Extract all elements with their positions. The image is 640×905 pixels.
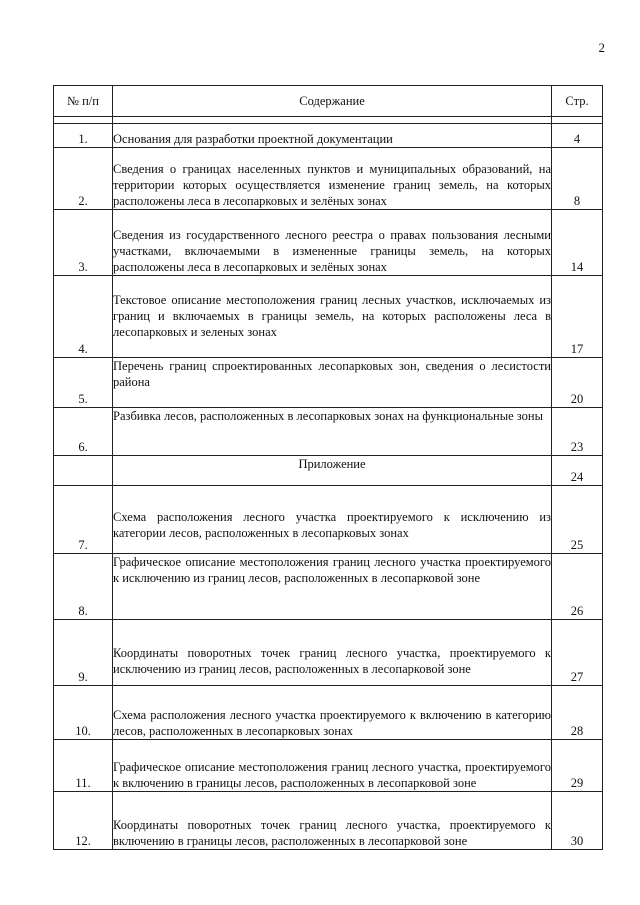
row-num: 12. [54, 792, 113, 850]
row-num: 8. [54, 554, 113, 620]
row-page: 29 [552, 740, 603, 792]
row-num: 9. [54, 620, 113, 686]
toc-row [54, 358, 603, 408]
header-page: Стр. [552, 86, 603, 117]
toc-row [54, 408, 603, 456]
row-num: 7. [54, 486, 113, 554]
row-text: Перечень границ спроектированных лесопарковых зон, сведения о лесистости района [113, 358, 552, 408]
row-text: Графическое описание местоположения границ лесного участка проектируемого к исключению из границ лесов, расположенных в лесопарковой зоне [113, 554, 552, 620]
row-text: Схема расположения лесного участка проектируемого к включению в категорию лесов, расположенных в лесопарковых зонах [113, 686, 552, 740]
row-page: 23 [552, 408, 603, 456]
spacer-row [54, 117, 603, 124]
row-text: Координаты поворотных точек границ лесного участка, проектируемого к включению в границы лесов, расположенных в лесопарковой зоне [113, 792, 552, 850]
table-of-contents [53, 85, 603, 850]
row-text: Сведения из государственного лесного реестра о правах пользования лесными участками, включаемыми в измененные границы земель, на которых расположены леса в лесопарковых и зелёных зонах [113, 210, 552, 276]
row-page: 30 [552, 792, 603, 850]
row-num: 4. [54, 276, 113, 358]
row-text: Основания для разработки проектной документации [113, 124, 552, 148]
row-page: 26 [552, 554, 603, 620]
toc-row [54, 554, 603, 620]
row-page: 17 [552, 276, 603, 358]
appendix-title: Приложение [113, 456, 552, 486]
row-page: 27 [552, 620, 603, 686]
row-num: 2. [54, 148, 113, 210]
toc-row [54, 210, 603, 276]
row-page: 14 [552, 210, 603, 276]
row-num: 10. [54, 686, 113, 740]
row-text: Текстовое описание местоположения границ лесных участков, исключаемых из границ и включаемых в границы земель, на которых расположены леса в лесопарковых и зеленых зонах [113, 276, 552, 358]
row-num: 11. [54, 740, 113, 792]
row-page: 28 [552, 686, 603, 740]
row-text: Координаты поворотных точек границ лесного участка, проектируемого к исключению из границ лесов, расположенных в лесопарковой зоне [113, 620, 552, 686]
row-num: 6. [54, 408, 113, 456]
toc-row [54, 124, 603, 148]
row-num: 1. [54, 124, 113, 148]
row-text: Схема расположения лесного участка проектируемого к исключению из категории лесов, расположенных в лесопарковых зонах [113, 486, 552, 554]
toc-row [54, 148, 603, 210]
row-page: 4 [552, 124, 603, 148]
row-num: 5. [54, 358, 113, 408]
row-page: 25 [552, 486, 603, 554]
toc-row [54, 486, 603, 554]
page-number: 2 [598, 40, 605, 55]
row-page: 8 [552, 148, 603, 210]
toc-row [54, 276, 603, 358]
toc-row [54, 740, 603, 792]
row-num: 3. [54, 210, 113, 276]
toc-row [54, 620, 603, 686]
header-num: № п/п [54, 86, 113, 117]
header-content: Содержание [113, 86, 552, 117]
toc-row [54, 792, 603, 850]
toc-row [54, 686, 603, 740]
row-text: Сведения о границах населенных пунктов и муниципальных образований, на территории которых осуществляется изменение границ земель, на которых расположены леса в лесопарковых и зелёных зонах [113, 148, 552, 210]
row-page: 20 [552, 358, 603, 408]
toc-header-row [54, 86, 603, 117]
row-text: Разбивка лесов, расположенных в лесопарковых зонах на функциональные зоны [113, 408, 552, 456]
appendix-row [54, 456, 603, 486]
appendix-page: 24 [552, 456, 603, 486]
row-text: Графическое описание местоположения границ лесного участка, проектируемого к включению в границы лесов, расположенных в лесопарковой зоне [113, 740, 552, 792]
